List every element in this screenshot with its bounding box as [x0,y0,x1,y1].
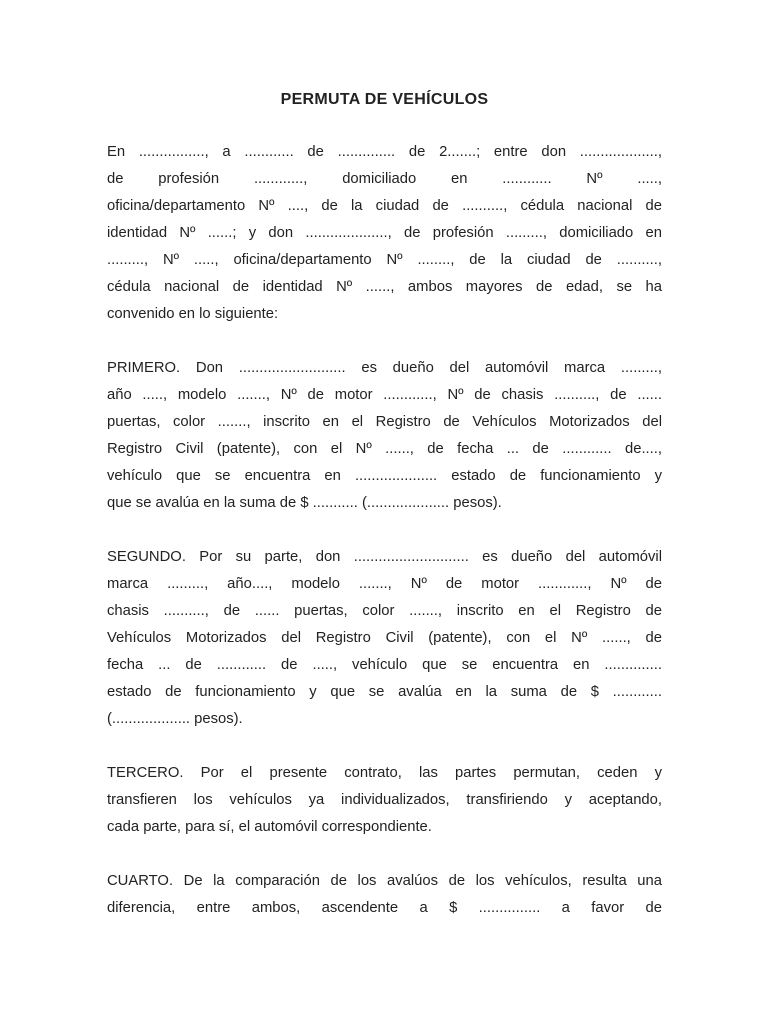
text-line: TERCERO. Por el presente contrato, las partes permutan, ceden y [107,765,662,781]
paragraph-primero [107,355,662,517]
text-line: ........., Nº ....., oficina/departamento Nº ........, de la ciudad de .........., [107,252,662,268]
text-line: chasis .........., de ...... puertas, color ......., inscrito en el Registro de [107,603,662,619]
text-line: convenido en lo siguiente: [107,306,279,322]
paragraph-segundo [107,544,662,733]
text-line: identidad Nº ......; y don ...................., de profesión ........., domiciliado en [107,225,662,241]
text-line: En ................, a ............ de .............. de 2.......; entre don ..................., [107,144,662,160]
text-line: diferencia, entre ambos, ascendente a $ ............... a favor de [107,900,662,916]
document-title: PERMUTA DE VEHÍCULOS [280,91,489,108]
text-line: puertas, color ......., inscrito en el Registro de Vehículos Motorizados del [107,414,662,430]
text-line: oficina/departamento Nº ...., de la ciudad de .........., cédula nacional de [107,198,662,214]
text-line: Vehículos Motorizados del Registro Civil (patente), con el Nº ......, de [107,630,662,646]
text-line: cédula nacional de identidad Nº ......, ambos mayores de edad, se ha [107,279,662,295]
text-line: vehículo que se encuentra en .................... estado de funcionamiento y [107,468,662,484]
text-line: transfieren los vehículos ya individualizados, transfiriendo y aceptando, [107,792,662,808]
text-line: de profesión ............, domiciliado en ............ Nº ....., [107,171,662,187]
text-line: año ....., modelo ......., Nº de motor ............, Nº de chasis .........., de ...... [107,387,662,403]
text-line: (................... pesos). [107,711,243,727]
paragraph-intro [107,139,662,328]
text-line: fecha ... de ............ de ....., vehículo que se encuentra en .............. [107,657,662,673]
text-line: cada parte, para sí, el automóvil correspondiente. [107,819,432,835]
paragraph-tercero [107,760,662,841]
paragraph-cuarto [107,868,662,922]
text-line: PRIMERO. Don .......................... es dueño del automóvil marca ........., [107,360,662,376]
text-line: CUARTO. De la comparación de los avalúos de los vehículos, resulta una [107,873,662,889]
text-line: Registro Civil (patente), con el Nº ......, de fecha ... de ............ de...., [107,441,662,457]
text-line: que se avalúa en la suma de $ ........... (.................... pesos). [107,495,502,511]
text-line: estado de funcionamiento y que se avalúa en la suma de $ ............ [107,684,662,700]
text-line: SEGUNDO. Por su parte, don ............................ es dueño del automóvil [107,549,662,565]
text-line: marca ........., año...., modelo ......., Nº de motor ............, Nº de [107,576,662,592]
